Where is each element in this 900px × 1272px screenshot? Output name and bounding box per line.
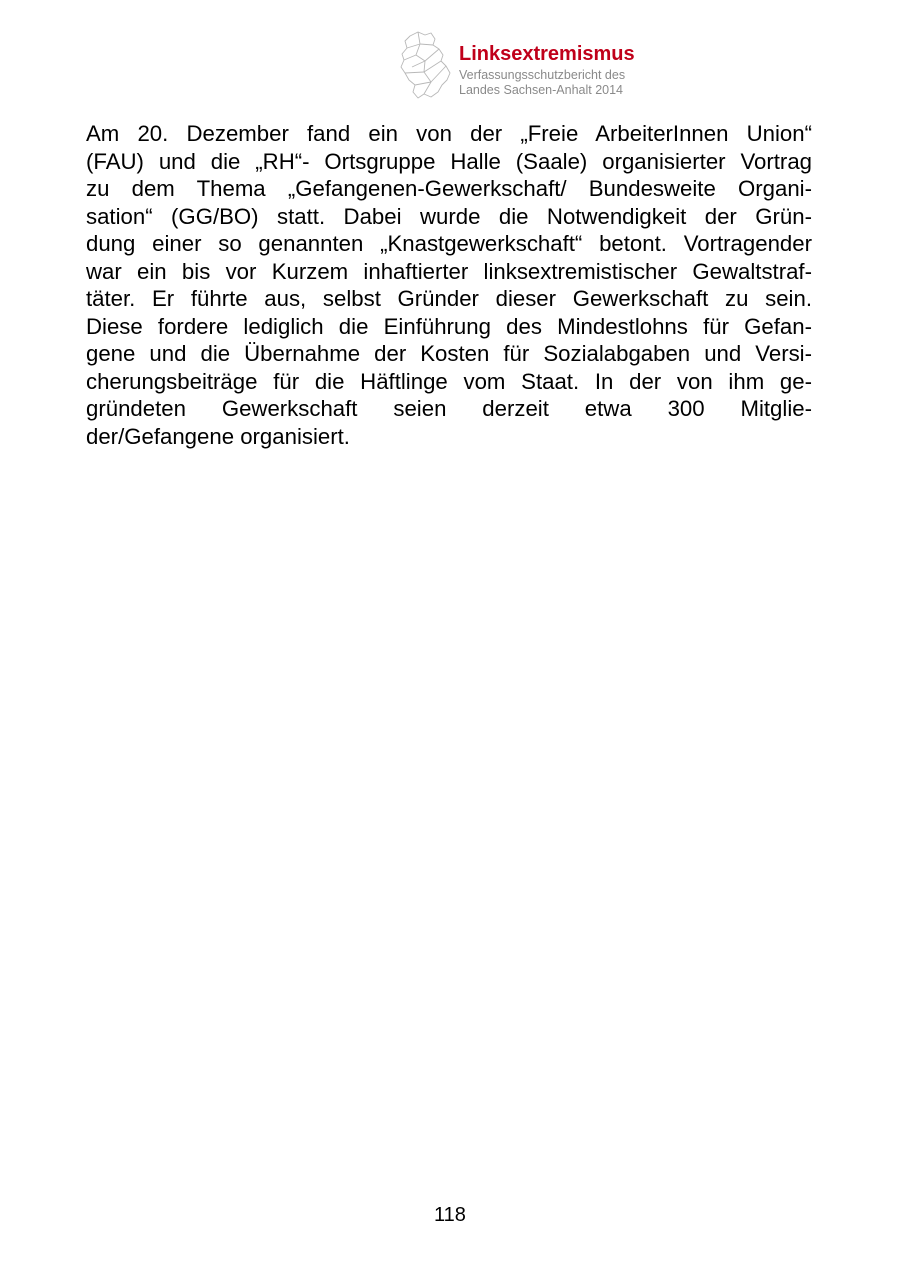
paragraph-line: Am 20. Dezember fand ein von der „Freie ArbeiterInnen Union“ (86, 121, 812, 146)
paragraph-line: dung einer so genannten „Knastgewerkschaft“ betont. Vortragender (86, 231, 812, 256)
section-title: Linksextremismus (459, 43, 635, 65)
paragraph-line: cherungsbeiträge für die Häftlinge vom Staat. In der von ihm ge- (86, 368, 812, 394)
report-subtitle-line-2: Landes Sachsen-Anhalt 2014 (459, 83, 624, 97)
paragraph-line: der/Gefangene organisiert. (86, 423, 350, 449)
sachsen-anhalt-map-icon (398, 30, 454, 100)
paragraph-line: sation“ (GG/BO) statt. Dabei wurde die Notwendigkeit der Grün- (86, 203, 812, 229)
page-number: 118 (434, 1204, 466, 1226)
report-subtitle-line-1: Verfassungsschutzbericht des (459, 68, 626, 82)
paragraph-line: Diese fordere lediglich die Einführung des Mindestlohns für Gefan- (86, 313, 812, 339)
page-header (398, 30, 718, 102)
paragraph-line: gründeten Gewerkschaft seien derzeit etwa 300 Mitglie- (86, 396, 812, 421)
paragraph-line: (FAU) und die „RH“- Ortsgruppe Halle (Saale) organisierter Vortrag (86, 148, 812, 174)
body-paragraph (86, 120, 812, 450)
paragraph-line: war ein bis vor Kurzem inhaftierter linksextremistischer Gewaltstraf- (86, 258, 812, 284)
paragraph-line: gene und die Übernahme der Kosten für Sozialabgaben und Versi- (86, 341, 812, 366)
paragraph-line: zu dem Thema „Gefangenen-Gewerkschaft/ Bundesweite Organi- (86, 176, 812, 201)
paragraph-line: täter. Er führte aus, selbst Gründer dieser Gewerkschaft zu sein. (86, 286, 812, 311)
